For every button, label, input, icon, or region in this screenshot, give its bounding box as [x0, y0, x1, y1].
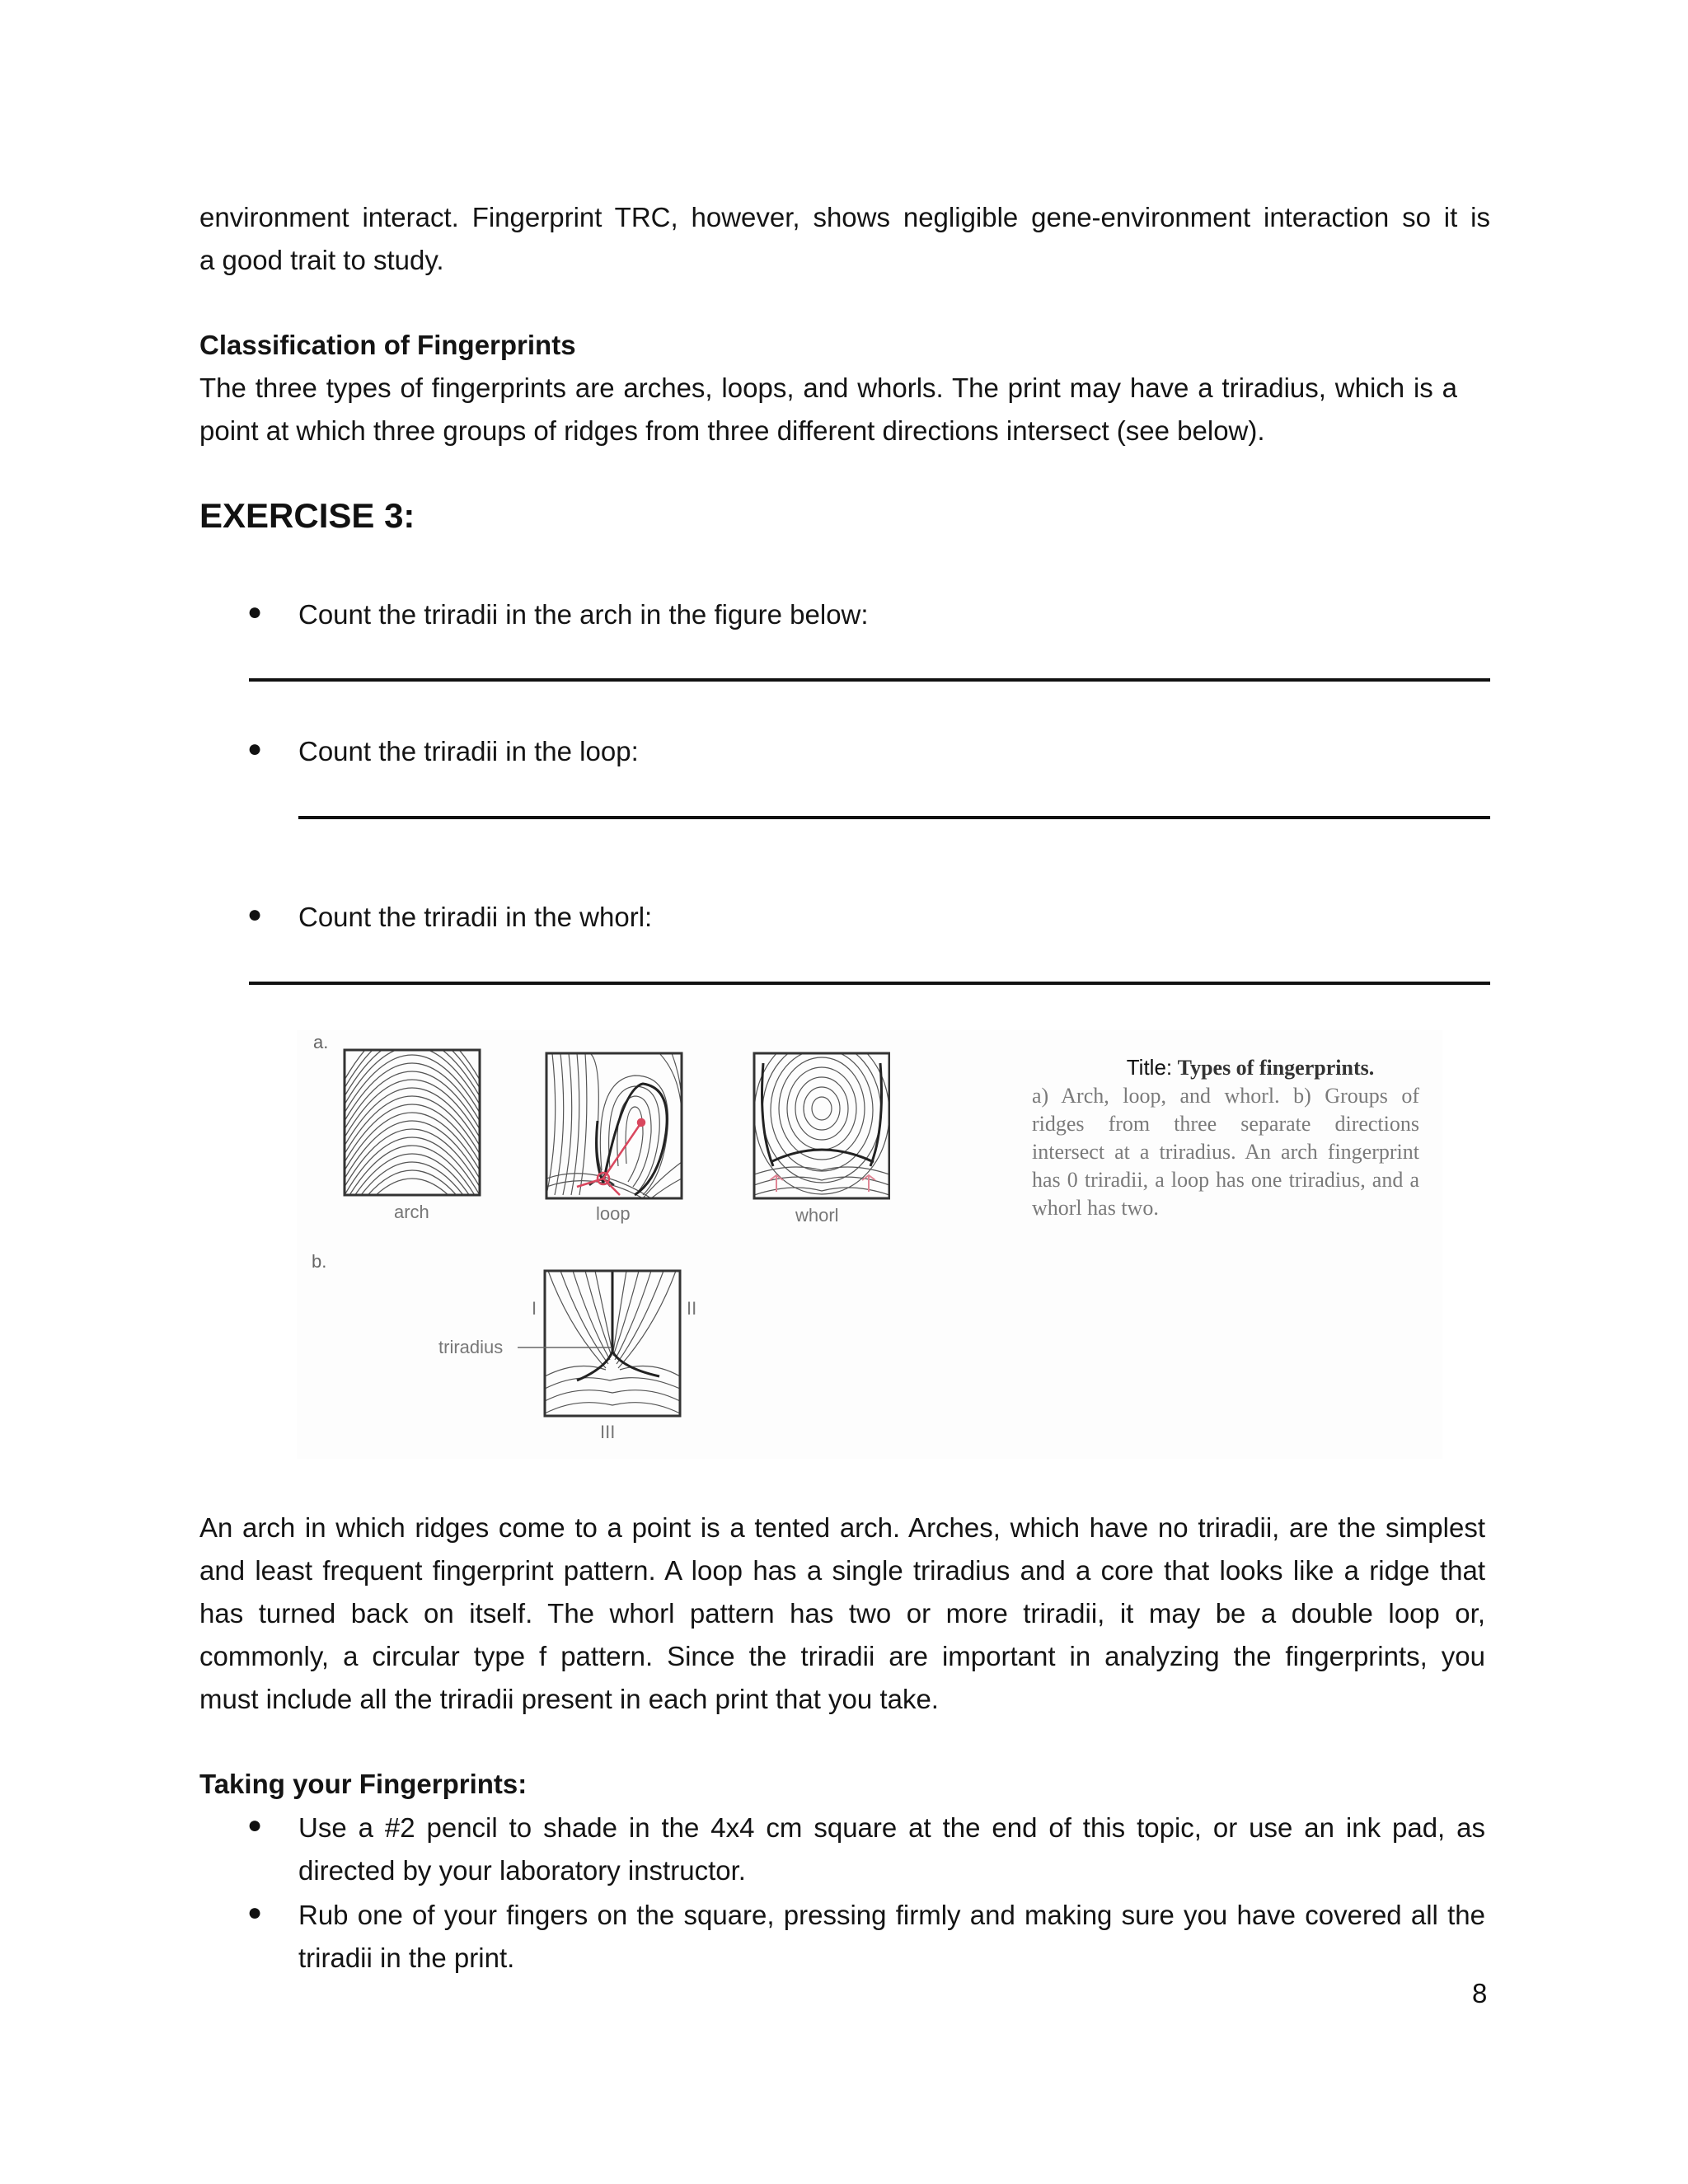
intro-line-1: environment interact. Fingerprint TRC, however, shows negligible gene-environment interaction so it is: [199, 202, 1490, 232]
triradius-label: triradius: [438, 1337, 504, 1357]
exercise-item-loop: Count the triradii in the loop:: [298, 736, 639, 766]
answer-line-whorl[interactable]: [249, 982, 1490, 985]
taking-item-2-line-1: Rub one of your fingers on the square, pressing firmly and making sure you have covered all the: [298, 1900, 1485, 1930]
taking-item-2-line-2: triradii in the print.: [298, 1943, 515, 1973]
answer-line-arch[interactable]: [249, 678, 1490, 682]
classification-line-2: point at which three groups of ridges from three different directions intersect (see below).: [199, 415, 1265, 446]
body-line-5: must include all the triradii present in each print that you take.: [199, 1684, 939, 1714]
fingerprint-figure: [297, 1030, 1442, 1459]
exercise-item-whorl: Count the triradii in the whorl:: [298, 902, 653, 932]
taking-item-1-line-2: directed by your laboratory instructor.: [298, 1855, 746, 1886]
loop-print: [546, 1053, 682, 1198]
triradius-print: [545, 1271, 680, 1413]
answer-line-loop[interactable]: [298, 816, 1490, 819]
arch-label: arch: [394, 1202, 429, 1222]
caption-title-label: Title:: [1126, 1055, 1173, 1080]
region-2-label: II: [687, 1298, 697, 1319]
classification-heading: Classification of Fingerprints: [199, 330, 576, 360]
page-number: 8: [1472, 1978, 1488, 2008]
intro-line-2: a good trait to study.: [199, 245, 444, 275]
figure-label-a: a.: [313, 1032, 329, 1052]
fingerprint-drawings: [297, 1030, 890, 1459]
exercise-heading: EXERCISE 3:: [199, 496, 415, 535]
body-line-1: An arch in which ridges come to a point is a tented arch. Arches, which have no triradii, are the simplest: [199, 1512, 1485, 1543]
caption-title: Types of fingerprints.: [1177, 1056, 1375, 1080]
figure-label-b: b.: [312, 1251, 327, 1272]
body-line-2: and least frequent fingerprint pattern. A loop has a single triradius and a core that looks like a ridge that: [199, 1555, 1485, 1586]
bullet-icon: ●: [247, 735, 263, 762]
classification-line-1: The three types of fingerprints are arches, loops, and whorls. The print may have a triradius, which is a: [199, 373, 1457, 403]
body-line-4: commonly, a circular type f pattern. Since the triradii are important in analyzing the fingerprints, you: [199, 1641, 1485, 1671]
whorl-print: [754, 1033, 889, 1195]
bullet-icon: ●: [247, 1899, 263, 1926]
loop-label: loop: [596, 1203, 631, 1224]
caption-body: a) Arch, loop, and whorl. b) Groups of ridges from three separate directions intersect at a triradius. An arch fingerprint has 0 triradii, a loop has one triradius, and a whorl has two.: [1032, 1084, 1419, 1220]
region-1-label: I: [532, 1298, 537, 1319]
figure-caption: [1032, 1053, 1419, 1222]
bullet-icon: ●: [247, 598, 263, 626]
taking-heading: Taking your Fingerprints:: [199, 1769, 528, 1799]
bullet-icon: ●: [247, 901, 263, 928]
body-line-3: has turned back on itself. The whorl pattern has two or more triradii, it may be a double loop or,: [199, 1598, 1485, 1629]
exercise-item-arch: Count the triradii in the arch in the figure below:: [298, 599, 869, 630]
region-3-label: III: [600, 1422, 616, 1442]
taking-item-1-line-1: Use a #2 pencil to shade in the 4x4 cm square at the end of this topic, or use an ink pad, as: [298, 1812, 1485, 1843]
whorl-label: whorl: [795, 1205, 839, 1226]
bullet-icon: ●: [247, 1811, 263, 1839]
